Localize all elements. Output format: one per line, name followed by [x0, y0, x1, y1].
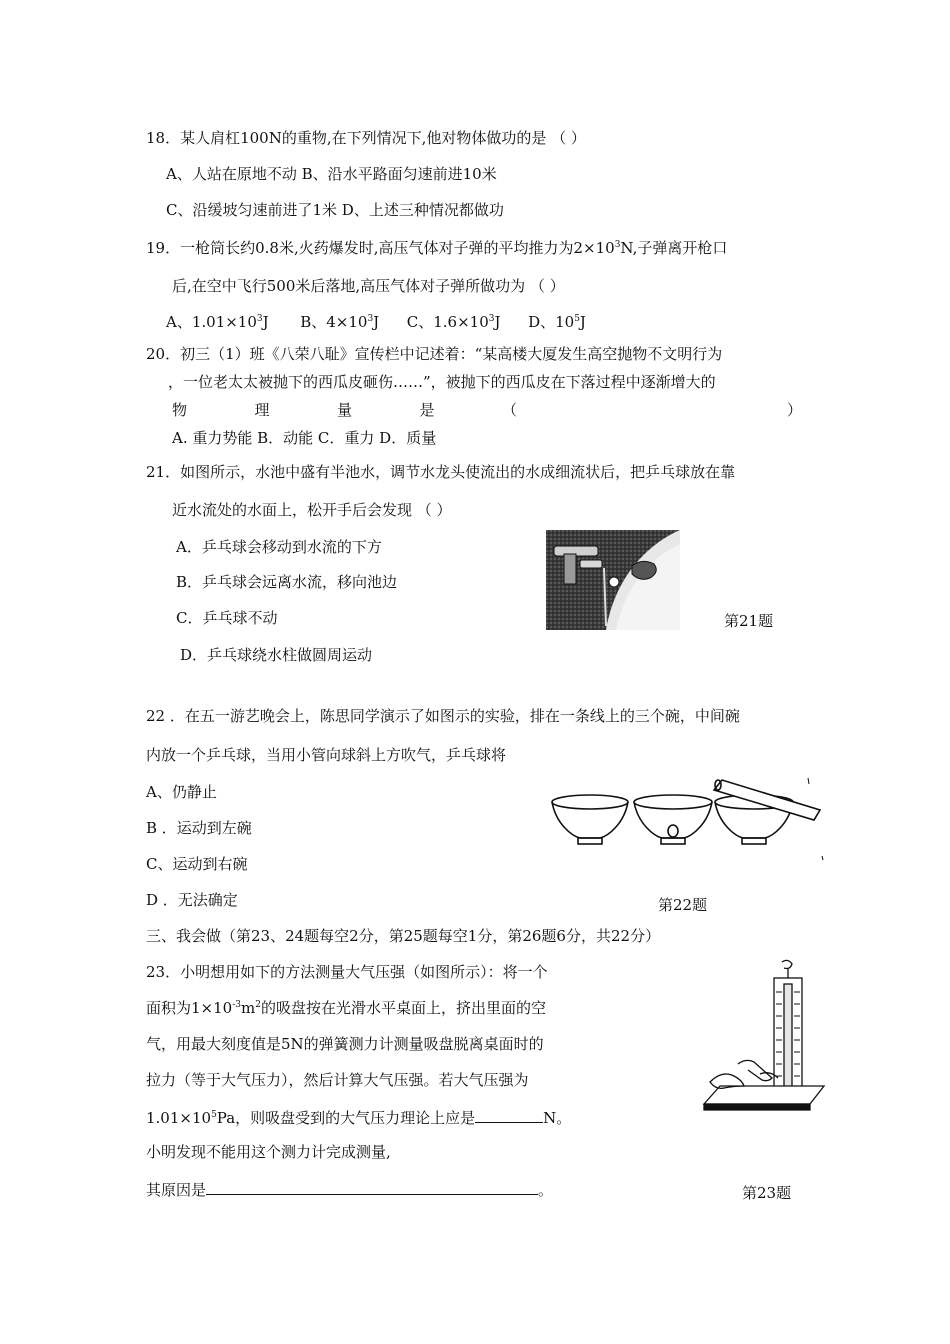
- q23-line3: 气，用最大刻度值是5N的弹簧测力计测量吸盘脱离桌面时的: [146, 1035, 544, 1053]
- q19-stem-line1: 19．一枪筒长约0.8米,火药爆发时,高压气体对子弹的平均推力为$2\times 10^3N$,子弹离开枪口: [146, 239, 728, 257]
- q18-options-row2: C、沿缓坡匀速前进了1米 D、上述三种情况都做功: [166, 201, 504, 219]
- q20-options: A. 重力势能 B．动能 C．重力 D．质量: [172, 429, 437, 447]
- q21-line2: 近水流处的水面上，松开手后会发现 （ ）: [172, 501, 452, 519]
- q23-line4: 拉力（等于大气压力），然后计算大气压强。若大气压强为: [146, 1071, 529, 1089]
- q21-line1: 21．如图所示，水池中盛有半池水，调节水龙头使流出的水成细流状后，把乒乓球放在靠: [146, 463, 736, 481]
- q23-line5: $1.01\times 10^5Pa$，则吸盘受到的大气压力理论上应是 N。: [146, 1106, 571, 1128]
- q23-line7: 其原因是 。: [146, 1178, 553, 1200]
- q23-line1: 23．小明想用如下的方法测量大气压强（如图所示）：将一个: [146, 963, 548, 981]
- section3-heading: 三、我会做（第23、24题每空2分，第25题每空1分，第26题6分，共22分）: [146, 927, 661, 945]
- q20-line1: 20．初三（1）班《八荣八耻》宣传栏中记述着：“某高楼大厦发生高空抛物不文明行为: [146, 345, 723, 363]
- q22-line2: 内放一个乒乓球，当用小管向球斜上方吹气，乒乓球将: [146, 746, 507, 764]
- q18-stem: 18．某人肩杠100N的重物,在下列情况下,他对物体做功的是 （ ）: [146, 129, 586, 147]
- q23-figure-spring-scale-suction: [700, 958, 826, 1118]
- q19-option-b: B、$4\times 10^3J$: [300, 313, 380, 331]
- q20-line2: ，一位老太太被抛下的西瓜皮砸伤……”，被抛下的西瓜皮在下落过程中逐渐增大的: [168, 373, 716, 391]
- q21-caption: 第21题: [724, 612, 774, 630]
- q20-line3-spread: 物 理 量 是 （ ）: [172, 401, 802, 419]
- q23-line6: 小明发现不能用这个测力计完成测量,: [146, 1143, 391, 1161]
- q21-figure-faucet-basin: [546, 530, 680, 630]
- q21-option-a: A．乒乓球会移动到水流的下方: [176, 538, 382, 556]
- q21-option-d: D．乒乓球绕水柱做圆周运动: [180, 646, 373, 664]
- q19-option-c: C、$1.6\times 10^3J$: [406, 313, 501, 331]
- q23-caption: 第23题: [742, 1184, 792, 1202]
- q23-answer-blank-1[interactable]: [475, 1106, 543, 1123]
- q22-option-b: B ．运动到左碗: [146, 819, 252, 837]
- q22-line1: 22 ．在五一游艺晚会上，陈思同学演示了如图示的实验，排在一条线上的三个碗，中间碗: [146, 707, 740, 725]
- q19-option-a: A、$1.01\times 10^3J$: [166, 313, 269, 331]
- q22-figure-three-bowls: [548, 774, 830, 866]
- q22-option-c: C、运动到右碗: [146, 855, 248, 873]
- q19-option-d: D、$10^5J$: [528, 313, 586, 331]
- q23-line2: 面积为$1\times 10^{-3}m^2$的吸盘按在光滑水平桌面上，挤出里面的空: [146, 999, 546, 1017]
- q22-caption: 第22题: [658, 896, 708, 914]
- q19-options: [166, 312, 586, 332]
- q22-option-a: A、仍静止: [146, 783, 217, 801]
- q22-option-d: D ．无法确定: [146, 891, 238, 909]
- q21-option-b: B．乒乓球会远离水流，移向池边: [176, 573, 398, 591]
- q21-option-c: C．乒乓球不动: [176, 609, 278, 627]
- q18-options-row1: A、人站在原地不动 B、沿水平路面匀速前进10米: [166, 165, 497, 183]
- q19-stem-line2: 后,在空中飞行500米后落地,高压气体对子弹所做功为 （ ）: [172, 277, 565, 295]
- q23-answer-blank-2[interactable]: [206, 1178, 538, 1195]
